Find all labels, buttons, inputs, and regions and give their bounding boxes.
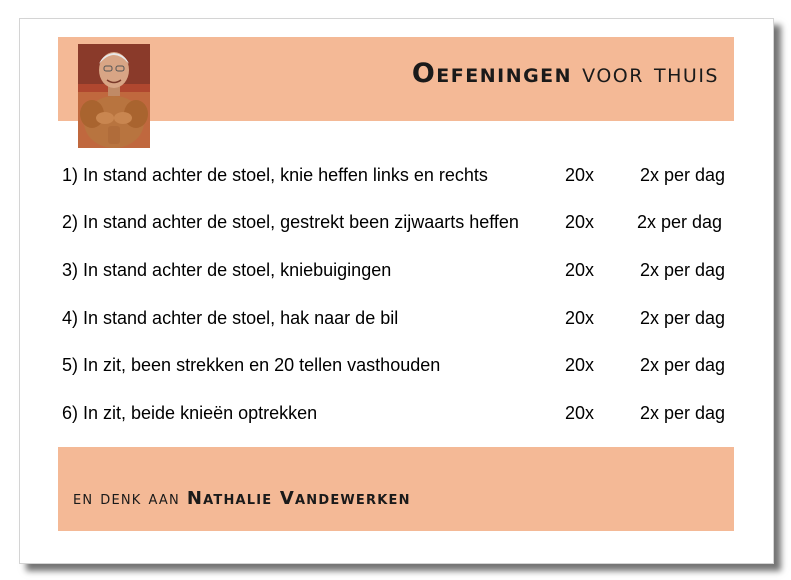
exercise-description: 2) In stand achter de stoel, gestrekt been zijwaarts heffen (62, 212, 519, 232)
exercise-row (62, 212, 742, 238)
exercise-frequency: 2x per dag (640, 403, 726, 423)
exercise-repetitions: 20x (565, 403, 595, 423)
exercise-frequency: 2x per dag (637, 212, 723, 232)
footer-prefix: en denk aan (73, 488, 180, 509)
exercise-repetitions: 20x (565, 165, 595, 185)
bodybuilder-photo (78, 44, 150, 148)
exercise-frequency: 2x per dag (640, 165, 726, 185)
exercise-row (62, 355, 742, 381)
exercise-description: 6) In zit, beide knieën optrekken (62, 403, 318, 423)
exercise-row (62, 308, 742, 334)
exercise-repetitions: 20x (565, 308, 595, 328)
exercise-repetitions: 20x (565, 212, 595, 232)
exercise-description: 1) In stand achter de stoel, knie heffen links en rechts (62, 165, 488, 185)
exercise-row (62, 260, 742, 286)
exercise-row (62, 403, 742, 429)
title-bold: Oefeningen (411, 58, 573, 89)
exercise-frequency: 2x per dag (640, 260, 726, 280)
exercise-description: 5) In zit, been strekken en 20 tellen vasthouden (62, 355, 441, 375)
footer-name: Nathalie Vandewerken (186, 488, 411, 509)
exercise-frequency: 2x per dag (640, 308, 726, 328)
footer-reminder (73, 488, 411, 509)
page-title (412, 58, 719, 89)
exercise-description: 3) In stand achter de stoel, kniebuigingen (62, 260, 392, 280)
exercise-row (62, 165, 742, 191)
exercise-repetitions: 20x (565, 355, 595, 375)
title-rest: voor thuis (582, 58, 719, 89)
exercise-repetitions: 20x (565, 260, 595, 280)
exercise-frequency: 2x per dag (640, 355, 726, 375)
exercise-description: 4) In stand achter de stoel, hak naar de bil (62, 308, 399, 328)
